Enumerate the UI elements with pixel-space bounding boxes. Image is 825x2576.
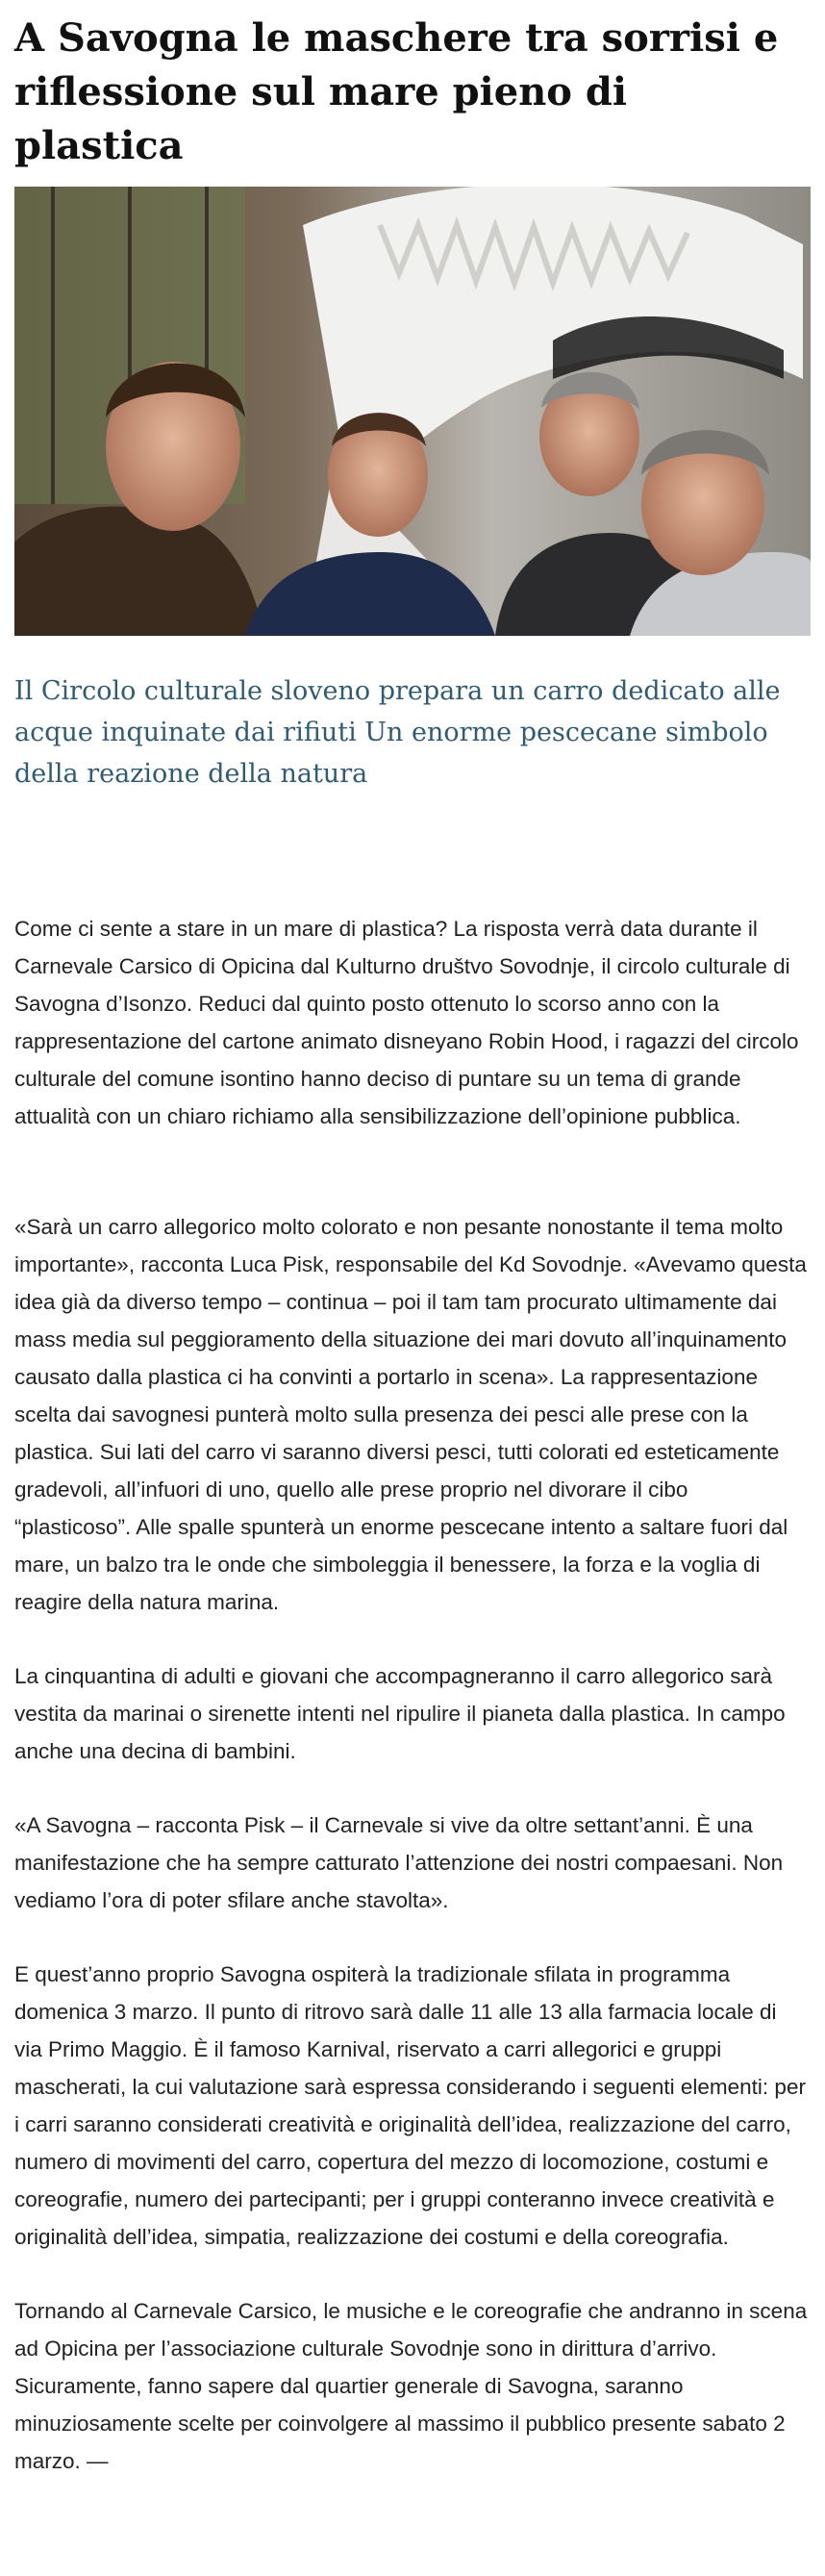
article-paragraph: Come ci sente a stare in un mare di plastica? La risposta verrà data durante il Carnevale Carsico di Opicina dal Kulturno društvo Sovodnje, il circolo culturale di Savogna d’Isonzo. Reduci dal quinto posto ottenuto lo scorso anno con la rappresentazione del cartone animato disneyano Robin Hood, i ragazzi del circolo culturale del comune isontino hanno deciso di puntare su un tema di grande attualità con un chiaro richiamo alla sensibilizzazione dell’opinione pubblica. xyxy=(14,917,799,1128)
article-subtitle: Il Circolo culturale sloveno prepara un carro dedicato alle acque inquinate dai rifiuti Un enorme pescecane simbolo della reazione della natura xyxy=(14,676,781,789)
article-hero-photo xyxy=(14,187,811,636)
article-body xyxy=(14,910,811,2480)
article-paragraph: Tornando al Carnevale Carsico, le musiche e le coreografie che andranno in scena ad Opicina per l’associazione culturale Sovodnje sono in dirittura d’arrivo. Sicuramente, fanno sapere dal quartier generale di Savogna, saranno minuziosamente scelte per coinvolgere al massimo il pubblico presente sabato 2 marzo. — xyxy=(14,2299,808,2473)
article-paragraph: E quest’anno proprio Savogna ospiterà la tradizionale sfilata in programma domenica 3 marzo. Il punto di ritrovo sarà dalle 11 alle 13 alla farmacia locale di via Primo Maggio. È il famoso Karnival, riservato a carri allegorici e gruppi mascherati, la cui valutazione sarà espressa considerando i seguenti elementi: per i carri saranno considerati creatività e originalità dell’idea, realizzazione del carro, numero di movimenti del carro, copertura del mezzo di locomozione, costumi e coreografie, numero dei partecipanti; per i gruppi conteranno invece creatività e originalità dell’idea, simpatia, realizzazione dei costumi e della coreografia. xyxy=(14,1962,806,2249)
article-paragraph: «A Savogna – racconta Pisk – il Carnevale si vive da oltre settant’anni. È una manifestazione che ha sempre catturato l’attenzione dei nostri compaesani. Non vediamo l’ora di poter sfilare anche stavolta». xyxy=(14,1813,784,1912)
article-paragraph: La cinquantina di adulti e giovani che accompagneranno il carro allegorico sarà vestita da marinai o sirenette intenti nel ripulire il pianeta dalla plastica. In campo anche una decina di bambini. xyxy=(14,1664,786,1763)
article-paragraph: «Sarà un carro allegorico molto colorato e non pesante nonostante il tema molto importante», racconta Luca Pisk, responsabile del Kd Sovodnje. «Avevamo questa idea già da diverso tempo – continua – poi il tam tam procurato ultimamente dai mass media sul peggioramento della situazione dei mari dovuto all’inquinamento causato dalla plastica ci ha convinti a portarlo in scena». La rappresentazione scelta dai savognesi punterà molto sulla presenza dei pesci alle prese con la plastica. Sui lati del carro vi saranno diversi pesci, tutti colorati ed esteticamente gradevoli, all’infuori di uno, quello alle prese proprio nel divorare il cibo “plasticoso”. Alle spalle spunterà un enorme pescecane intento a saltare fuori dal mare, un balzo tra le onde che simboleggia il benessere, la forza e la voglia di reagire della natura marina. xyxy=(14,1215,807,1614)
article-headline: A Savogna le maschere tra sorrisi e riflessione sul mare pieno di plastica xyxy=(14,15,779,168)
